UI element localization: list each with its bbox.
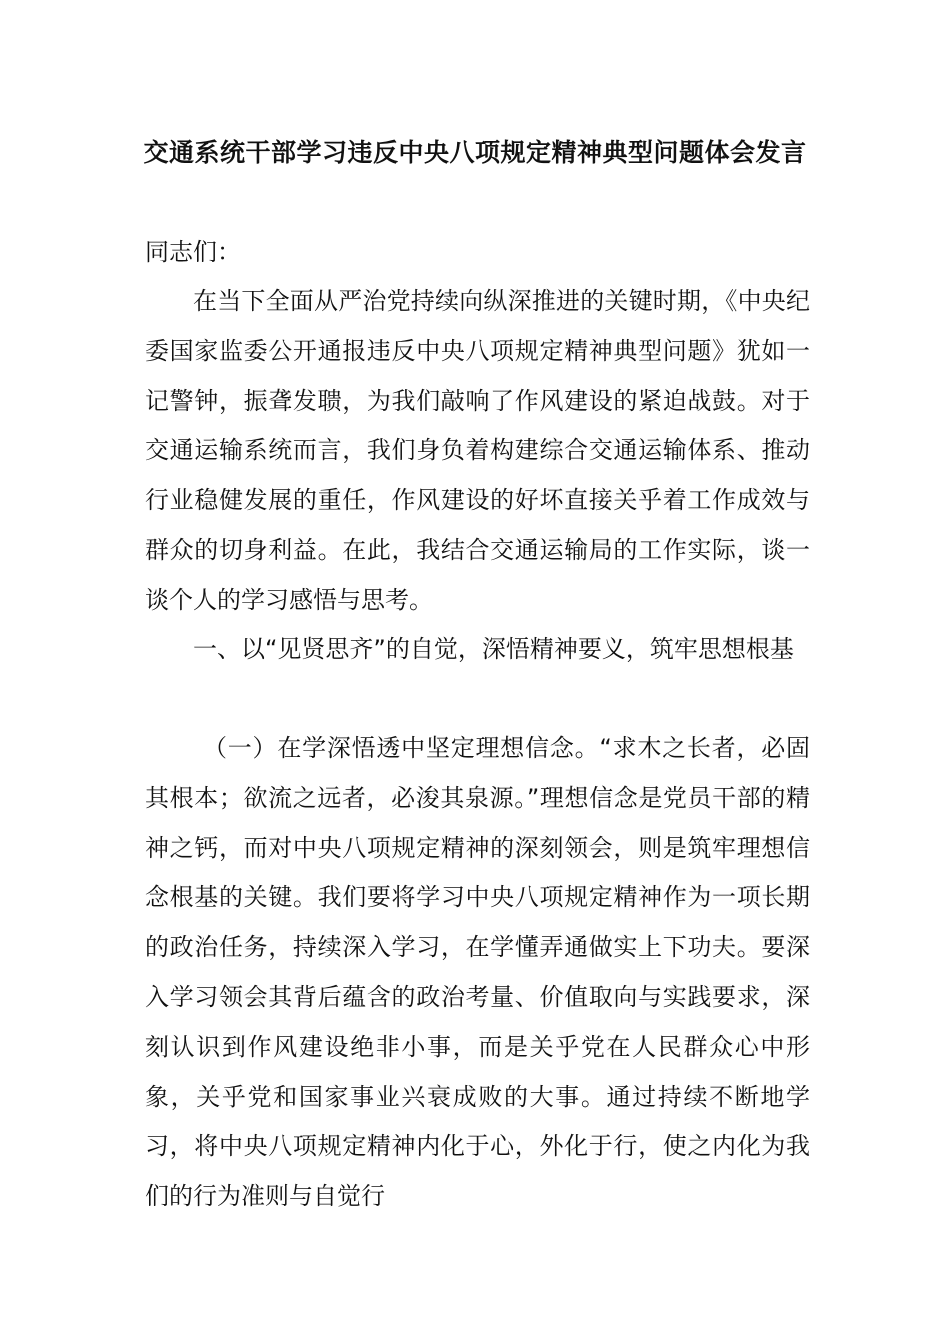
intro-paragraph: 在当下全面从严治党持续向纵深推进的关键时期，《中央纪委国家监委公开通报违反中央八项规定精神典型问题》犹如一记警钟，振聋发聩，为我们敲响了作风建设的紧迫战鼓。对于交通运输系统而言，我们身负着构建综合交通运输体系、推动行业稳健发展的重任，作风建设的好坏直接关乎着工作成效与群众的切身利益。在此，我结合交通运输局的工作实际，谈一谈个人的学习感悟与思考。 xyxy=(145,287,810,614)
subsection-paragraph: （一）在学深悟透中坚定理想信念。“求木之长者，必固其根本；欲流之远者，必浚其泉源。”理想信念是党员干部的精神之钙，而对中央八项规定精神的深刻领会，则是筑牢理想信念根基的关键。我们要将学习中央八项规定精神作为一项长期的政治任务，持续深入学习，在学懂弄通做实上下功夫。要深入学习领会其背后蕴含的政治考量、价值取向与实践要求，深刻认识到作风建设绝非小事，而是关乎党在人民群众心中形象，关乎党和国家事业兴衰成败的大事。通过持续不断地学习，将中央八项规定精神内化于心，外化于行，使之内化为我们的行为准则与自觉行 xyxy=(145,734,810,1211)
salutation: 同志们： xyxy=(145,238,241,266)
section-heading: 一、以“见贤思齐”的自觉，深悟精神要义，筑牢思想根基 xyxy=(193,635,794,663)
document-title: 交通系统干部学习违反中央八项规定精神典型问题体会发言 xyxy=(143,138,807,167)
